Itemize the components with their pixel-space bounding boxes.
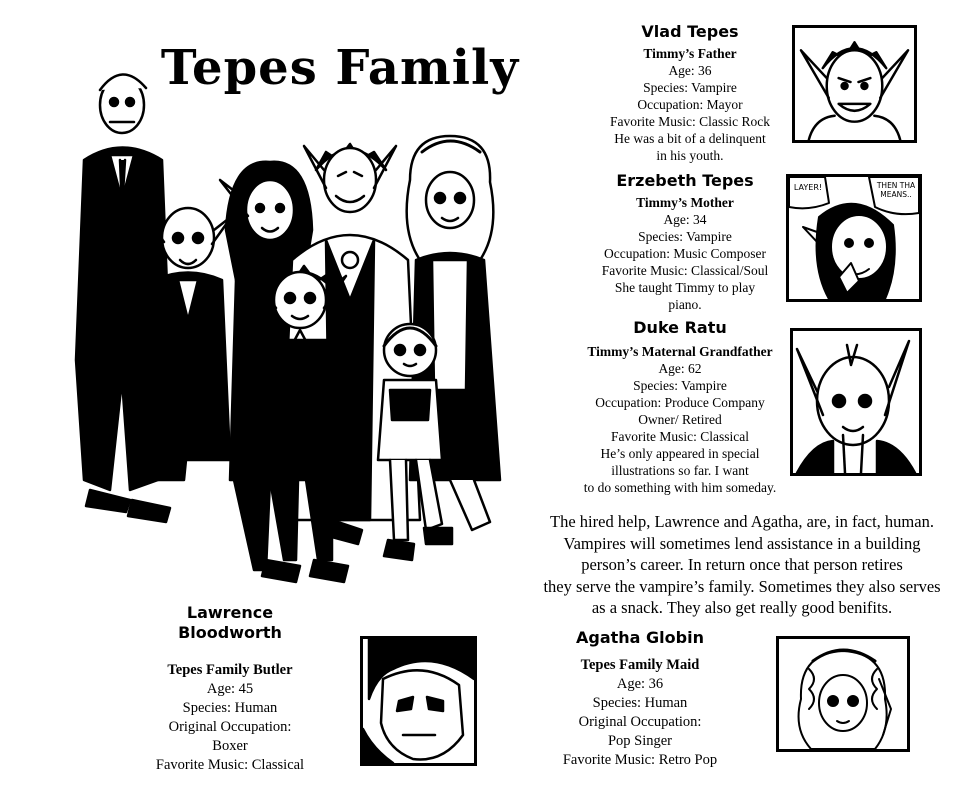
vlad-portrait — [792, 25, 917, 143]
ratu-note-2: illustrations so far. I want — [611, 463, 749, 478]
lawrence-occupation-label: Original Occupation: — [168, 719, 292, 735]
note-line-2: Vampires will sometimes lend assistance in a building — [563, 533, 921, 553]
agatha-age: Age: 36 — [616, 676, 664, 692]
erzebeth-role: Timmy’s Mother — [636, 195, 734, 210]
erzebeth-music: Favorite Music: Classical/Soul — [601, 263, 769, 278]
vlad-music: Favorite Music: Classic Rock — [609, 114, 771, 129]
ratu-role: Timmy’s Maternal Grandfather — [587, 344, 773, 359]
erzebeth-occupation: Occupation: Music Composer — [604, 246, 766, 261]
lawrence-species: Species: Human — [182, 700, 278, 716]
agatha-music: Favorite Music: Retro Pop — [562, 752, 718, 768]
agatha-occupation: Pop Singer — [607, 733, 673, 749]
lawrence-age: Age: 45 — [206, 681, 254, 697]
note-line-4: they serve the vampire’s family. Sometimes they also serves — [543, 576, 941, 596]
lawrence-name-line-1: Lawrence — [186, 603, 274, 622]
vlad-age: Age: 36 — [668, 63, 712, 78]
erzebeth-portrait — [786, 174, 922, 302]
agatha-occupation-label: Original Occupation: — [578, 714, 702, 730]
family-group-illustration — [70, 60, 530, 600]
agatha-role: Tepes Family Maid — [580, 657, 700, 673]
lawrence-music: Favorite Music: Classical — [155, 757, 305, 773]
ratu-occupation-2: Owner/ Retired — [638, 412, 722, 427]
lawrence-portrait — [360, 636, 477, 766]
lawrence-info — [130, 603, 330, 775]
note-line-1: The hired help, Lawrence and Agatha, are, in fact, human. — [550, 512, 934, 531]
erzebeth-bubble-left: LAYER! — [793, 183, 823, 192]
note-line-5: as a snack. They also get really good benifits. — [591, 598, 893, 617]
ratu-occupation-1: Occupation: Produce Company — [595, 395, 765, 410]
vlad-name: Vlad Tepes — [641, 22, 739, 41]
ratu-age: Age: 62 — [658, 361, 702, 376]
lawrence-role: Tepes Family Butler — [167, 662, 293, 678]
lawrence-name-line-2: Bloodworth — [178, 623, 282, 642]
vlad-role: Timmy’s Father — [643, 46, 737, 61]
ratu-name: Duke Ratu — [633, 318, 727, 337]
erzebeth-info — [585, 171, 785, 313]
erzebeth-bubble-right: THEN THA MEANS.. — [876, 181, 916, 199]
ratu-music: Favorite Music: Classical — [611, 429, 749, 444]
vlad-occupation: Occupation: Mayor — [637, 97, 743, 112]
vlad-note-1: He was a bit of a delinquent — [614, 131, 766, 146]
agatha-info — [540, 628, 740, 770]
erzebeth-age: Age: 34 — [663, 212, 707, 227]
ratu-species: Species: Vampire — [633, 378, 727, 393]
ratu-info — [566, 318, 794, 496]
page-title: Tepes Family — [160, 40, 520, 96]
vlad-note-2: in his youth. — [656, 148, 724, 163]
ratu-note-3: to do something with him someday. — [583, 480, 777, 495]
erzebeth-note-1: She taught Timmy to play — [614, 280, 756, 295]
ratu-portrait — [790, 328, 922, 476]
erzebeth-name: Erzebeth Tepes — [616, 171, 754, 190]
agatha-portrait — [776, 636, 910, 752]
ratu-note-1: He’s only appeared in special — [600, 446, 760, 461]
lawrence-occupation: Boxer — [212, 738, 248, 754]
vlad-species: Species: Vampire — [643, 80, 737, 95]
agatha-species: Species: Human — [592, 695, 688, 711]
hired-help-note — [512, 511, 972, 619]
erzebeth-species: Species: Vampire — [638, 229, 732, 244]
erzebeth-note-2: piano. — [668, 297, 702, 312]
vlad-info — [590, 22, 790, 164]
note-line-3: person’s career. In return once that person retires — [581, 555, 903, 574]
agatha-name: Agatha Globin — [576, 628, 704, 647]
